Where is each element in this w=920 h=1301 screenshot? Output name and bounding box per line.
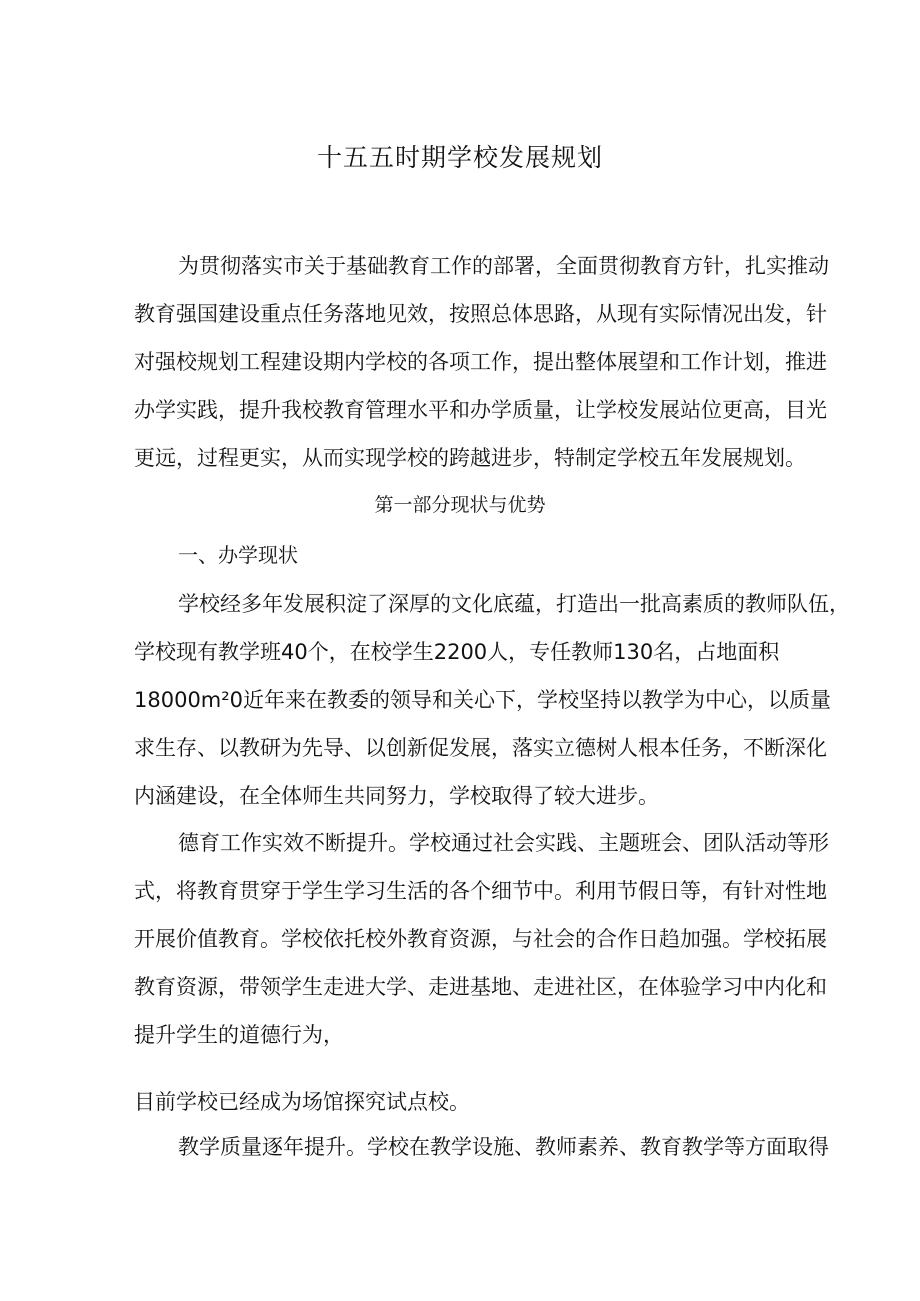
paragraph-line: 为贯彻落实市关于基础教育工作的部署，全面贯彻教育方针，扎实推动	[178, 254, 829, 278]
paragraph-line: 目前学校已经成为场馆探究试点校。	[134, 1090, 470, 1114]
paragraph-line: 内涵建设，在全体师生共同努力，学校取得了较大进步。	[134, 784, 659, 808]
status-paragraph	[134, 580, 850, 820]
section-title: 第一部分现状与优势	[374, 494, 546, 516]
paragraph-line: 教育资源，带领学生走进大学、走进基地、走进社区，在体验学习中内化和	[134, 975, 827, 999]
paragraph-line: 学校经多年发展积淀了深厚的文化底蕴，打造出一批高素质的教师队伍，	[178, 592, 850, 616]
pilot-school-line	[134, 1078, 796, 1126]
teaching-quality-paragraph	[134, 1123, 829, 1171]
subsection-title: 一、办学现状	[178, 543, 298, 567]
moral-education-paragraph	[134, 819, 829, 1059]
intro-paragraph	[134, 242, 829, 482]
paragraph-line: 求生存、以教研为先导、以创新促发展，落实立德树人根本任务，不断深化	[134, 736, 827, 760]
document-title: 十五五时期学校发展规划	[316, 143, 603, 172]
paragraph-line: 更远，过程更实，从而实现学校的跨越进步，特制定学校五年发展规划。	[134, 446, 806, 470]
paragraph-line: 德育工作实效不断提升。学校通过社会实践、主题班会、团队活动等形	[178, 831, 829, 855]
paragraph-line: 开展价值教育。学校依托校外教育资源，与社会的合作日趋加强。学校拓展	[134, 927, 827, 951]
paragraph-line: 对强校规划工程建设期内学校的各项工作，提出整体展望和工作计划，推进	[134, 350, 827, 374]
paragraph-line: 式，将教育贯穿于学生学习生活的各个细节中。利用节假日等，有针对性地	[134, 879, 827, 903]
paragraph-line: 提升学生的道德行为，	[134, 1023, 344, 1047]
paragraph-line: 教育强国建设重点任务落地见效，按照总体思路，从现有实际情况出发，针	[134, 302, 827, 326]
paragraph-line: 教学质量逐年提升。学校在教学设施、教师素养、教育教学等方面取得	[178, 1135, 829, 1159]
paragraph-line: 学校现有教学班40个，在校学生2200人，专任教师130名，占地面积	[134, 640, 780, 664]
paragraph-line: 18000m²0近年来在教委的领导和关心下，学校坚持以教学为中心，以质量	[134, 688, 832, 712]
paragraph-line: 办学实践，提升我校教育管理水平和办学质量，让学校发展站位更高，目光	[134, 398, 827, 422]
